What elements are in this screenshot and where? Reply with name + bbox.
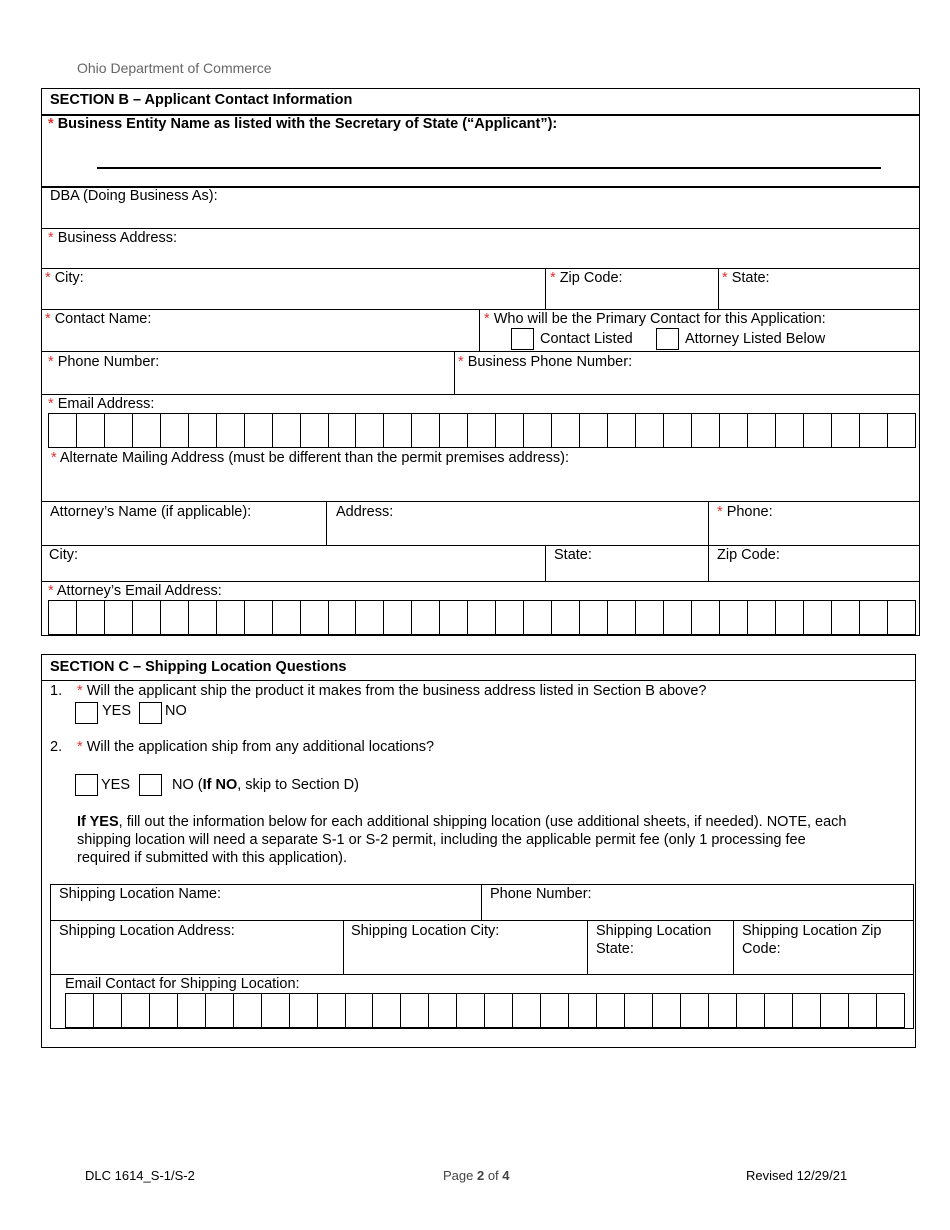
char-cell <box>412 413 440 448</box>
char-cell <box>625 993 653 1028</box>
q2-yes-label: YES <box>101 777 131 793</box>
char-cell <box>748 600 776 635</box>
attorney-zip-label: Zip Code: <box>717 547 780 563</box>
form-id: DLC 1614_S-1/S-2 <box>85 1168 195 1183</box>
char-cell <box>692 600 720 635</box>
char-cell <box>821 993 849 1028</box>
business-address-input[interactable] <box>41 249 920 268</box>
char-cell <box>373 993 401 1028</box>
business-phone-label: * Business Phone Number: <box>458 354 633 370</box>
attorney-name-label: Attorney’s Name (if applicable): <box>50 504 252 520</box>
char-cell <box>580 600 608 635</box>
char-cell <box>161 413 189 448</box>
char-cell <box>384 600 412 635</box>
attorney-address-label: Address: <box>336 504 394 520</box>
char-cell <box>217 413 245 448</box>
q1-no-checkbox[interactable] <box>139 702 162 724</box>
char-cell <box>356 600 384 635</box>
char-cell <box>524 413 552 448</box>
q1-yes-checkbox[interactable] <box>75 702 98 724</box>
shipping-state-label-line-1: Shipping Location <box>596 923 712 939</box>
char-cell <box>681 993 709 1028</box>
shipping-email-label: Email Contact for Shipping Location: <box>65 976 300 992</box>
if-yes-instructions-line-2: shipping location will need a separate S-1 or S-2 permit, including the applicable permit fee (only 1 processing fee <box>77 832 806 848</box>
alternate-mailing-label: * Alternate Mailing Address (must be different than the permit premises address): <box>51 450 569 466</box>
state-label: * State: <box>722 270 770 286</box>
char-cell <box>496 413 524 448</box>
char-cell <box>206 993 234 1028</box>
char-cell <box>776 600 804 635</box>
q2-no-checkbox[interactable] <box>139 774 162 796</box>
attorney-email-input[interactable] <box>48 600 916 635</box>
char-cell <box>720 600 748 635</box>
char-cell <box>77 413 105 448</box>
char-cell <box>178 993 206 1028</box>
char-cell <box>888 413 916 448</box>
char-cell <box>664 600 692 635</box>
char-cell <box>412 600 440 635</box>
char-cell <box>440 413 468 448</box>
if-yes-instructions-line-1: If YES, fill out the information below for each additional shipping location (use additional sheets, if needed). NOTE, each <box>77 814 847 830</box>
q1-no-label: NO <box>165 703 187 719</box>
char-cell <box>888 600 916 635</box>
contact-listed-checkbox[interactable] <box>511 328 534 350</box>
char-cell <box>105 413 133 448</box>
attorney-listed-label: Attorney Listed Below <box>685 331 826 347</box>
char-cell <box>552 413 580 448</box>
char-cell <box>860 600 888 635</box>
char-cell <box>468 413 496 448</box>
char-cell <box>541 993 569 1028</box>
contact-name-label: * Contact Name: <box>45 311 152 327</box>
business-entity-input[interactable] <box>97 167 881 169</box>
char-cell <box>569 993 597 1028</box>
char-cell <box>189 413 217 448</box>
revised-date: Revised 12/29/21 <box>746 1168 848 1183</box>
char-cell <box>636 413 664 448</box>
char-cell <box>161 600 189 635</box>
q1-yes-label: YES <box>102 703 132 719</box>
char-cell <box>748 413 776 448</box>
question-1-number: 1. <box>50 683 63 699</box>
business-address-label: * Business Address: <box>48 230 177 246</box>
char-cell <box>234 993 262 1028</box>
question-1-text: * Will the applicant ship the product it makes from the business address listed in Section B above? <box>77 683 707 699</box>
attorney-phone-label: * Phone: <box>717 504 773 520</box>
business-entity-label: * Business Entity Name as listed with the Secretary of State (“Applicant”): <box>48 116 558 132</box>
char-cell <box>301 413 329 448</box>
char-cell <box>301 600 329 635</box>
q2-no-label: NO (If NO, skip to Section D) <box>172 777 359 793</box>
dba-label: DBA (Doing Business As): <box>50 188 218 204</box>
alternate-mailing-input[interactable] <box>41 470 920 501</box>
char-cell <box>329 600 357 635</box>
char-cell <box>580 413 608 448</box>
attorney-state-label: State: <box>554 547 592 563</box>
char-cell <box>597 993 625 1028</box>
section-b-title: SECTION B – Applicant Contact Information <box>50 92 353 108</box>
shipping-email-input[interactable] <box>65 993 905 1028</box>
primary-contact-label: * Who will be the Primary Contact for this Application: <box>484 311 826 327</box>
shipping-address-label: Shipping Location Address: <box>59 923 235 939</box>
char-cell <box>77 600 105 635</box>
attorney-city-label: City: <box>49 547 78 563</box>
char-cell <box>608 600 636 635</box>
shipping-location-name-label: Shipping Location Name: <box>59 886 222 902</box>
question-2-text: * Will the application ship from any additional locations? <box>77 739 435 755</box>
char-cell <box>804 413 832 448</box>
char-cell <box>485 993 513 1028</box>
char-cell <box>468 600 496 635</box>
char-cell <box>636 600 664 635</box>
char-cell <box>273 600 301 635</box>
question-2-number: 2. <box>50 739 63 755</box>
char-cell <box>832 600 860 635</box>
char-cell <box>552 600 580 635</box>
char-cell <box>860 413 888 448</box>
char-cell <box>66 993 94 1028</box>
char-cell <box>133 600 161 635</box>
char-cell <box>346 993 374 1028</box>
char-cell <box>692 413 720 448</box>
char-cell <box>356 413 384 448</box>
if-yes-instructions-line-3: required if submitted with this application). <box>77 850 347 866</box>
char-cell <box>832 413 860 448</box>
email-address-label: * Email Address: <box>48 396 155 412</box>
char-cell <box>849 993 877 1028</box>
char-cell <box>524 600 552 635</box>
char-cell <box>49 413 77 448</box>
char-cell <box>318 993 346 1028</box>
page-number: Page 2 of 4 <box>443 1168 510 1183</box>
email-address-input[interactable] <box>48 413 916 448</box>
char-cell <box>776 413 804 448</box>
dba-input[interactable] <box>41 208 920 228</box>
char-cell <box>133 413 161 448</box>
char-cell <box>737 993 765 1028</box>
char-cell <box>217 600 245 635</box>
char-cell <box>245 600 273 635</box>
section-c-title: SECTION C – Shipping Location Questions <box>50 659 347 675</box>
q2-yes-checkbox[interactable] <box>75 774 98 796</box>
phone-number-label: * Phone Number: <box>48 354 160 370</box>
department-name: Ohio Department of Commerce <box>77 60 272 76</box>
zip-code-label: * Zip Code: <box>550 270 623 286</box>
char-cell <box>513 993 541 1028</box>
shipping-state-label-line-2: State: <box>596 941 634 957</box>
char-cell <box>709 993 737 1028</box>
char-cell <box>122 993 150 1028</box>
shipping-city-label: Shipping Location City: <box>351 923 500 939</box>
char-cell <box>150 993 178 1028</box>
char-cell <box>664 413 692 448</box>
char-cell <box>440 600 468 635</box>
char-cell <box>105 600 133 635</box>
char-cell <box>804 600 832 635</box>
char-cell <box>94 993 122 1028</box>
char-cell <box>429 993 457 1028</box>
city-label: * City: <box>45 270 84 286</box>
char-cell <box>49 600 77 635</box>
char-cell <box>273 413 301 448</box>
char-cell <box>720 413 748 448</box>
char-cell <box>608 413 636 448</box>
char-cell <box>262 993 290 1028</box>
shipping-phone-label: Phone Number: <box>490 886 592 902</box>
contact-listed-label: Contact Listed <box>540 331 633 347</box>
char-cell <box>457 993 485 1028</box>
char-cell <box>384 413 412 448</box>
char-cell <box>496 600 524 635</box>
attorney-email-label: * Attorney’s Email Address: <box>48 583 222 599</box>
char-cell <box>290 993 318 1028</box>
char-cell <box>329 413 357 448</box>
char-cell <box>765 993 793 1028</box>
char-cell <box>189 600 217 635</box>
attorney-listed-checkbox[interactable] <box>656 328 679 350</box>
char-cell <box>245 413 273 448</box>
shipping-zip-label-line-2: Code: <box>742 941 781 957</box>
char-cell <box>401 993 429 1028</box>
char-cell <box>877 993 905 1028</box>
shipping-zip-label-line-1: Shipping Location Zip <box>742 923 882 939</box>
char-cell <box>653 993 681 1028</box>
char-cell <box>793 993 821 1028</box>
